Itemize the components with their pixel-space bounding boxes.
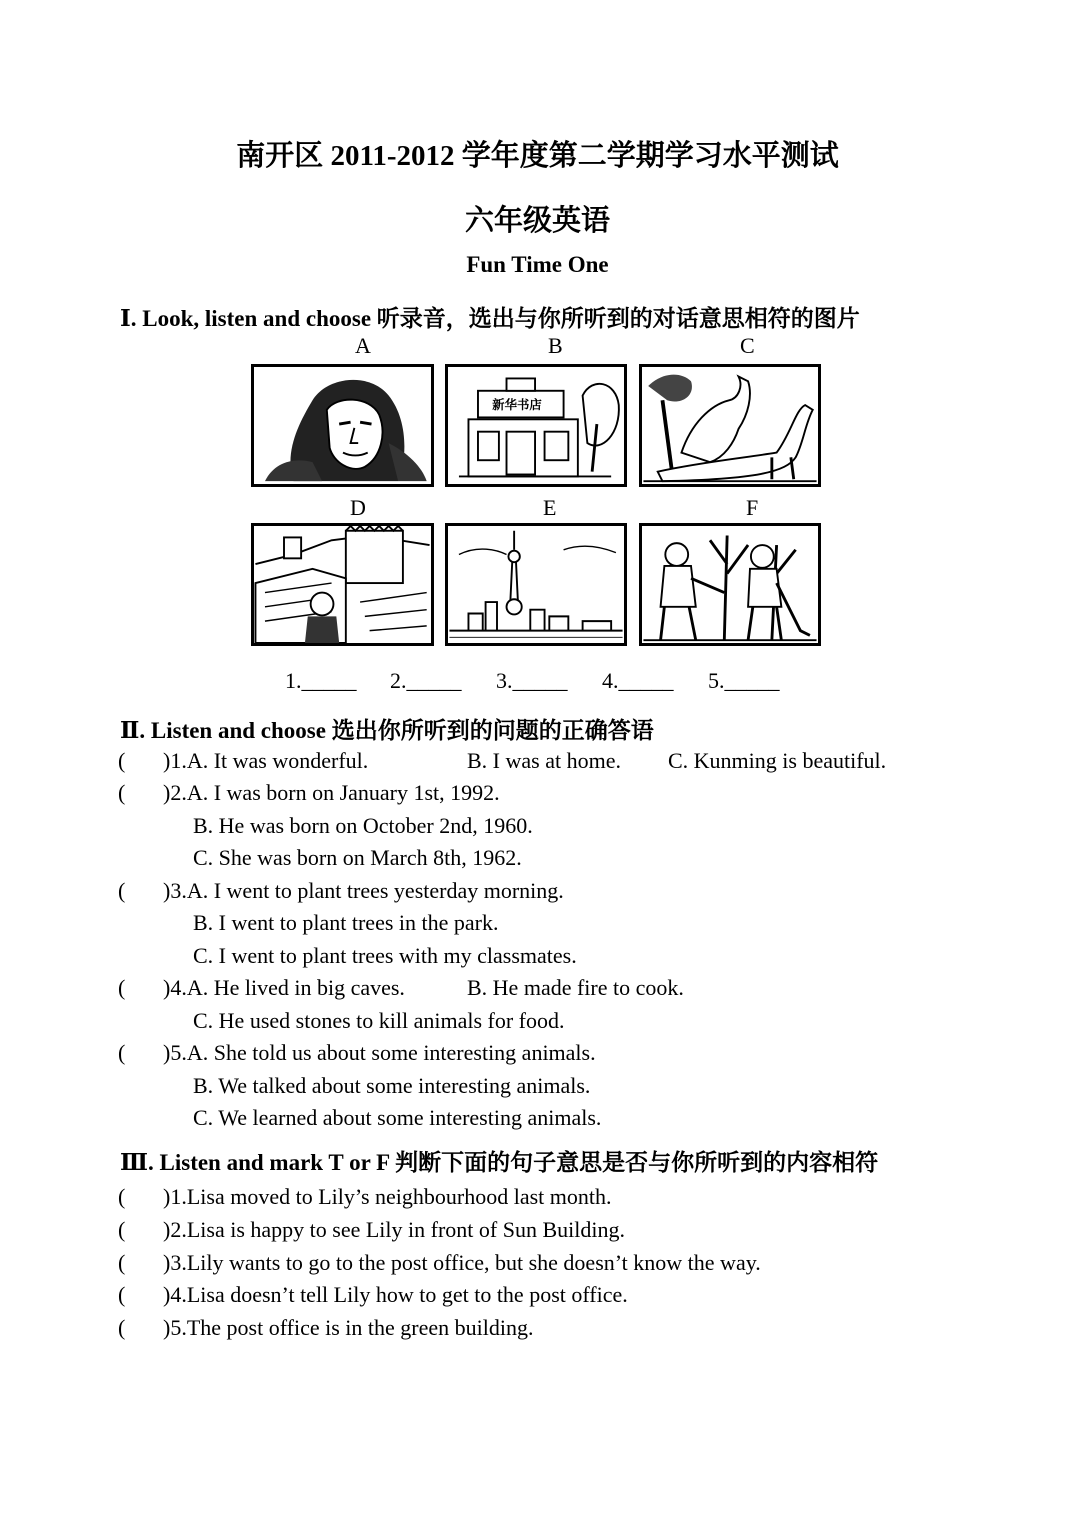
answer-blank-1[interactable]: 1._____ xyxy=(285,668,357,693)
q2-3-option-b: B. I went to plant trees in the park. xyxy=(193,910,499,935)
picture-c xyxy=(639,364,821,487)
q2-1-option-a: )1.A. It was wonderful. xyxy=(163,748,369,773)
city-tower-illustration xyxy=(448,526,624,643)
tf-item-4: )4.Lisa doesn’t tell Lily how to get to the post office. xyxy=(163,1282,628,1307)
great-wall-illustration xyxy=(254,526,431,643)
picture-d xyxy=(251,523,434,646)
q2-1-option-b: B. I was at home. xyxy=(467,748,621,773)
q2-2-option-c: C. She was born on March 8th, 1962. xyxy=(193,845,522,870)
answer-paren[interactable]: ( xyxy=(118,878,126,903)
q2-5-option-c: C. We learned about some interesting animals. xyxy=(193,1105,602,1130)
page-title: 南开区 2011-2012 学年度第二学期学习水平测试 xyxy=(236,140,839,172)
q2-3-option-a: )3.A. I went to plant trees yesterday morning. xyxy=(163,878,564,903)
answer-blank-5[interactable]: 5._____ xyxy=(708,668,780,693)
picture-f xyxy=(639,523,821,646)
picture-label-a: A xyxy=(355,333,371,358)
grade-subject-title: 六年级英语 xyxy=(464,205,610,237)
tf-item-1: )1.Lisa moved to Lily’s neighbourhood last month. xyxy=(163,1184,612,1209)
q2-3-option-c: C. I went to plant trees with my classmates. xyxy=(193,943,577,968)
answer-blank-4[interactable]: 4._____ xyxy=(602,668,674,693)
q2-5-option-a: )5.A. She told us about some interesting animals. xyxy=(163,1040,596,1065)
picture-label-b: B xyxy=(548,333,563,358)
section3-heading: Ⅲ. Listen and mark T or F 判断下面的句子意思是否与你所听到的内容相符 xyxy=(120,1150,879,1175)
dinosaur-illustration xyxy=(642,367,818,484)
picture-e xyxy=(445,523,627,646)
caveman-illustration xyxy=(254,367,431,484)
part-title: Fun Time One xyxy=(466,252,609,277)
picture-label-e: E xyxy=(543,495,557,520)
tf-item-2: )2.Lisa is happy to see Lily in front of Sun Building. xyxy=(163,1217,625,1242)
q2-4-option-c: C. He used stones to kill animals for food. xyxy=(193,1008,565,1033)
picture-b xyxy=(445,364,627,487)
answer-paren[interactable]: ( xyxy=(118,975,126,1000)
answer-blank-3[interactable]: 3._____ xyxy=(496,668,568,693)
picture-a xyxy=(251,364,434,487)
answer-paren[interactable]: ( xyxy=(118,1040,126,1065)
q2-2-option-a: )2.A. I was born on January 1st, 1992. xyxy=(163,780,500,805)
tf-item-3: )3.Lily wants to go to the post office, but she doesn’t know the way. xyxy=(163,1250,761,1275)
q2-5-option-b: B. We talked about some interesting animals. xyxy=(193,1073,591,1098)
answer-paren[interactable]: ( xyxy=(118,1217,126,1242)
answer-paren[interactable]: ( xyxy=(118,1315,126,1340)
picture-label-d: D xyxy=(350,495,366,520)
answer-paren[interactable]: ( xyxy=(118,748,126,773)
q2-4-option-a: )4.A. He lived in big caves. xyxy=(163,975,405,1000)
picture-label-f: F xyxy=(746,495,759,520)
q2-1-option-c: C. Kunming is beautiful. xyxy=(668,748,887,773)
section2-heading: Ⅱ. Listen and choose 选出你所听到的问题的正确答语 xyxy=(120,718,654,743)
section1-heading: Ⅰ. Look, listen and choose 听录音，选出与你所听到的对话意思相符的图片 xyxy=(120,306,860,331)
answer-paren[interactable]: ( xyxy=(118,780,126,805)
bookstore-illustration xyxy=(448,367,624,484)
answer-paren[interactable]: ( xyxy=(118,1282,126,1307)
bookstore-sign-text: 新华书店 xyxy=(492,397,542,412)
tf-item-5: )5.The post office is in the green building. xyxy=(163,1315,534,1340)
answer-paren[interactable]: ( xyxy=(118,1184,126,1209)
picture-label-c: C xyxy=(740,333,755,358)
answer-paren[interactable]: ( xyxy=(118,1250,126,1275)
tree-planting-illustration xyxy=(642,526,818,643)
q2-2-option-b: B. He was born on October 2nd, 1960. xyxy=(193,813,533,838)
answer-blank-2[interactable]: 2._____ xyxy=(390,668,462,693)
q2-4-option-b: B. He made fire to cook. xyxy=(467,975,684,1000)
